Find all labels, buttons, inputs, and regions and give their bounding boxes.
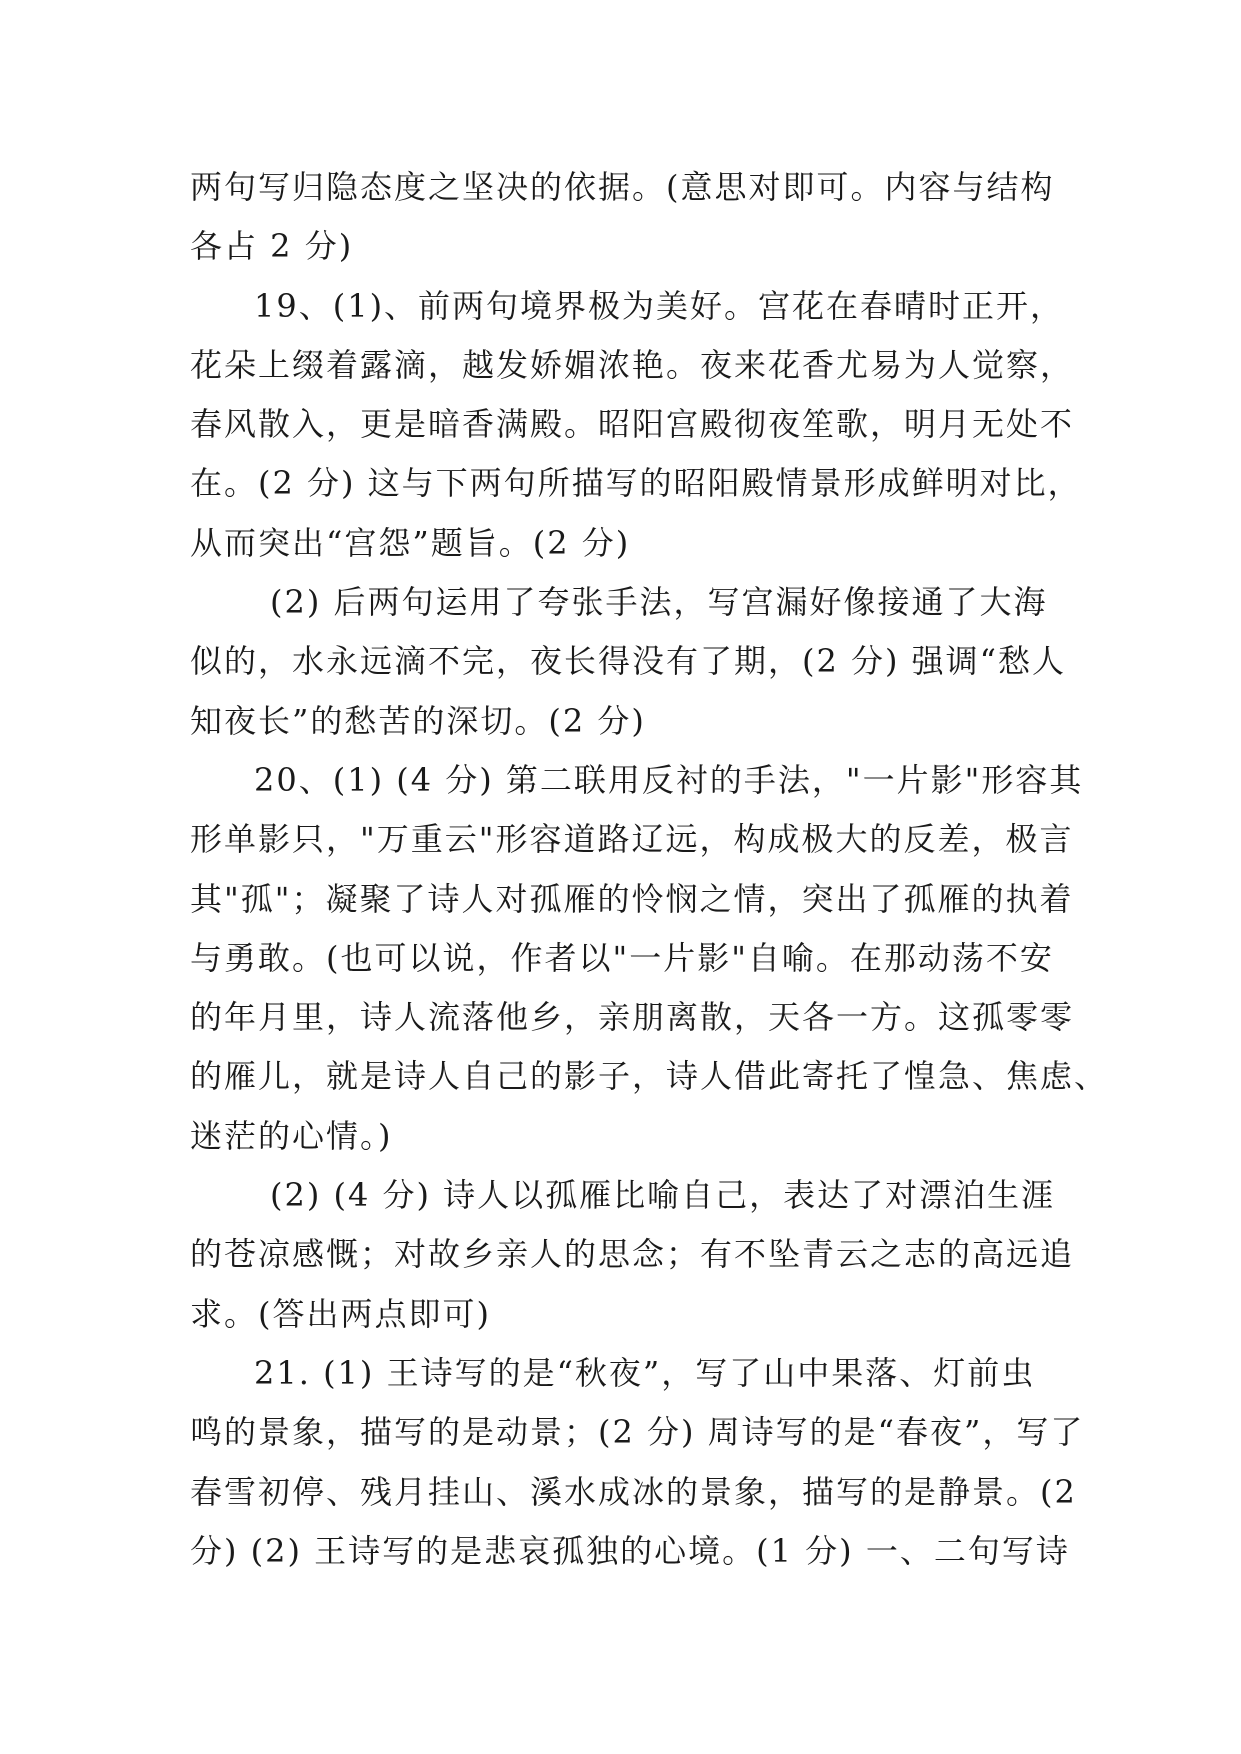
text-line: 的苍凉感慨；对故乡亲人的思念；有不坠青云之志的高远追 [190,1235,1075,1274]
text-line: 的雁儿，就是诗人自己的影子，诗人借此寄托了惶急、焦虑、 [190,1057,1109,1096]
text-line: 春雪初停、残月挂山、溪水成冰的景象，描写的是静景。(2 [190,1472,1077,1511]
text-line: 迷茫的心情。) [190,1116,393,1155]
text-line: 花朵上缀着露滴，越发娇媚浓艳。夜来花香尤易为人觉察， [190,345,1075,384]
text-line: 春风散入，更是暗香满殿。昭阳宫殿彻夜笙歌，明月无处不 [190,405,1075,444]
text-line: 分) (2) 王诗写的是悲哀孤独的心境。(1 分) 一、二句写诗 [190,1531,1070,1570]
text-line: 两句写归隐态度之坚决的依据。(意思对即可。内容与结构 [190,168,1055,206]
text-line: 各占 2 分) [190,227,354,266]
answer-text [190,158,1109,1581]
text-line: 的年月里，诗人流落他乡，亲朋离散，天各一方。这孤零零 [190,998,1075,1037]
text-line: 其"孤"；凝聚了诗人对孤雁的怜悯之情，突出了孤雁的执着 [190,879,1074,918]
text-line: 从而突出“宫怨”题旨。(2 分) [190,523,631,562]
text-line: 形单影只，"万重云"形容道路辽远，构成极大的反差，极言 [190,820,1074,859]
text-line: 21. (1) 王诗写的是“秋夜”，写了山中果落、灯前虫 [254,1353,1036,1392]
text-line: 知夜长”的愁苦的深切。(2 分) [190,701,646,740]
text-line: 19、(1)、前两句境界极为美好。宫花在春晴时正开， [254,286,1065,325]
text-line: 求。(答出两点即可) [190,1294,491,1333]
text-line: 与勇敢。(也可以说，作者以"一片影"自喻。在那动荡不安 [190,938,1054,977]
text-line: 似的，水永远滴不完，夜长得没有了期，(2 分) 强调“愁人 [190,642,1067,681]
text-line: (2) 后两句运用了夸张手法，写宫漏好像接通了大海 [270,583,1048,622]
text-line: 20、(1) (4 分) 第二联用反衬的手法，"一片影"形容其 [254,760,1084,799]
text-line: 鸣的景象，描写的是动景；(2 分) 周诗写的是“春夜”，写了 [190,1413,1085,1452]
text-line: 在。(2 分) 这与下两句所描写的昭阳殿情景形成鲜明对比， [190,464,1082,503]
text-line: (2) (4 分) 诗人以孤雁比喻自己，表达了对漂泊生涯 [270,1176,1056,1215]
